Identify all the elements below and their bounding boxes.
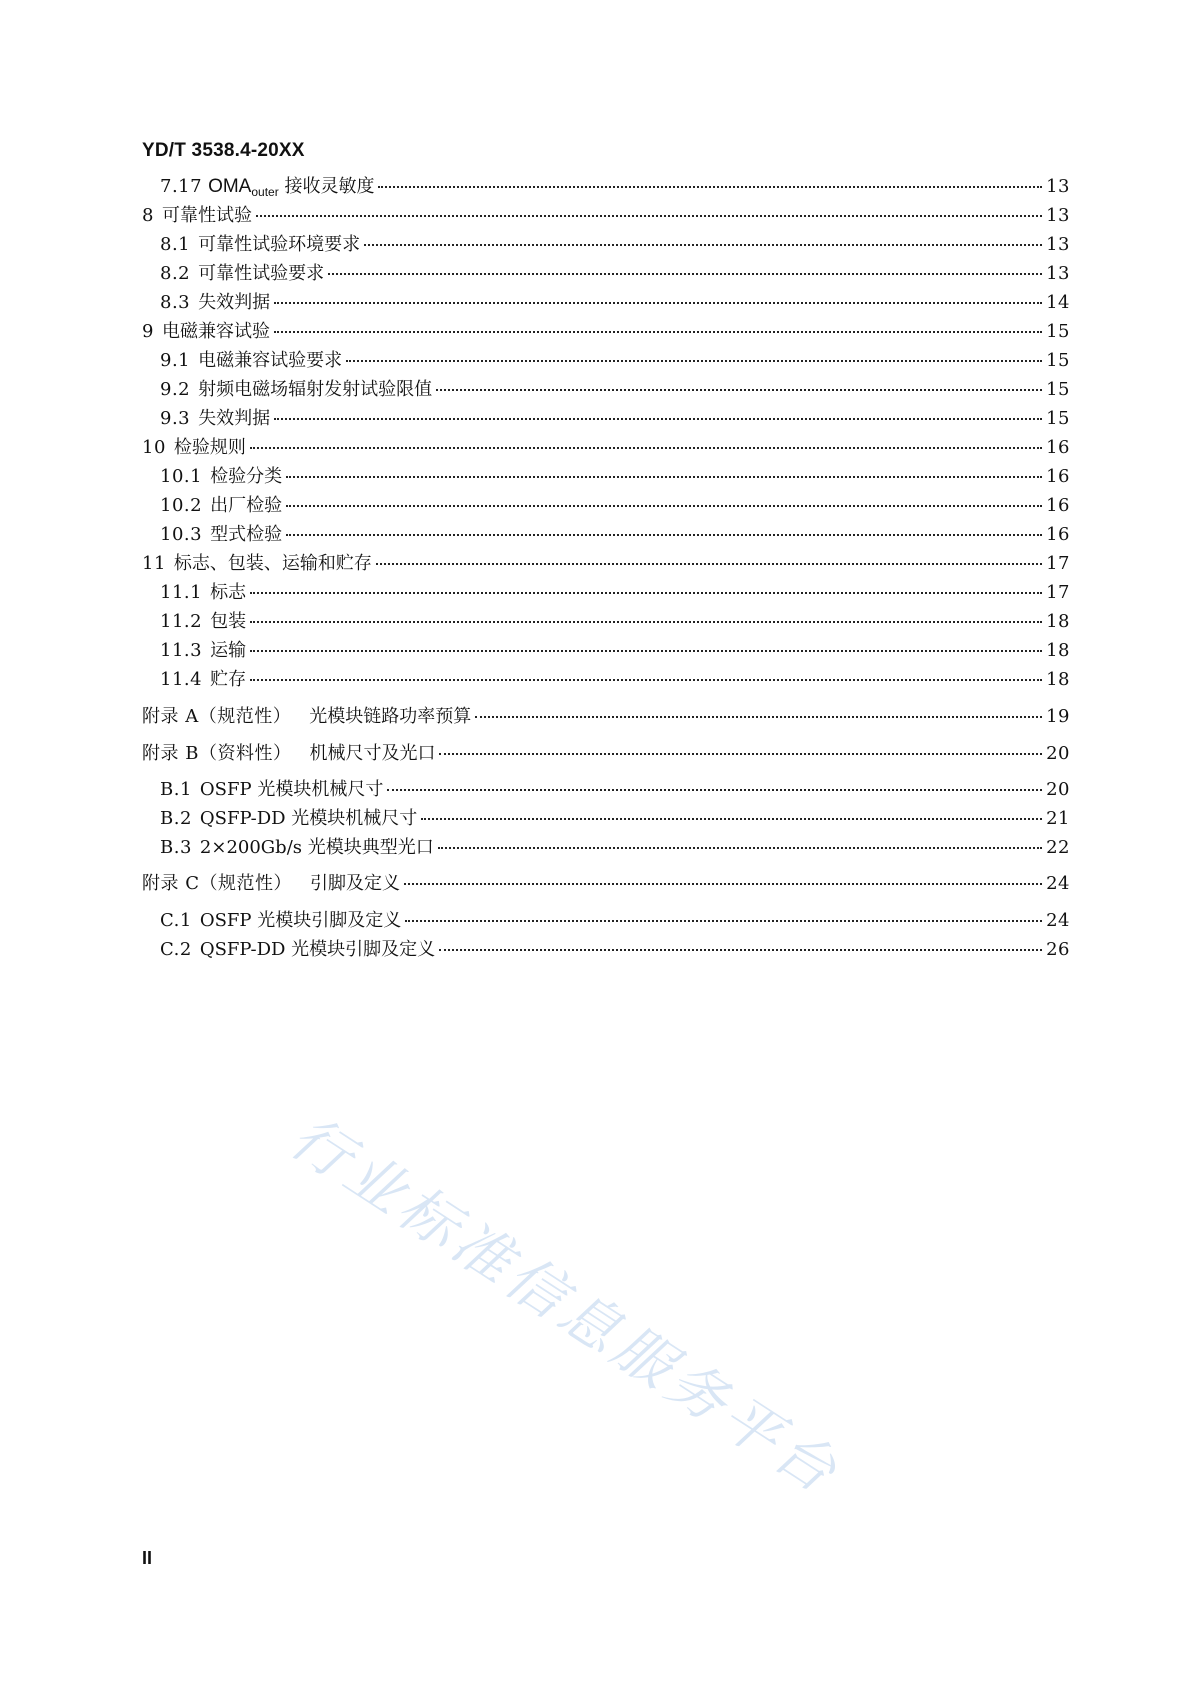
toc-page: 15 bbox=[1046, 408, 1070, 429]
toc-page: 21 bbox=[1046, 808, 1070, 829]
toc-page: 13 bbox=[1046, 234, 1070, 255]
toc-number: 8.1 bbox=[160, 234, 191, 255]
toc-page: 13 bbox=[1046, 205, 1070, 226]
toc-number: C.2 bbox=[160, 939, 192, 960]
toc-page: 17 bbox=[1046, 582, 1070, 603]
toc-title: 标志、包装、运输和贮存 bbox=[173, 553, 372, 574]
toc-page: 18 bbox=[1046, 669, 1070, 690]
toc-number: 9.3 bbox=[160, 408, 191, 429]
toc-number: 10.2 bbox=[160, 495, 203, 516]
toc-number: 9.2 bbox=[160, 379, 191, 400]
document-code: YD/T 3538.4-20XX bbox=[142, 140, 305, 161]
toc-title: QSFP-DD 光模块引脚及定义 bbox=[199, 939, 436, 960]
toc-leader bbox=[376, 563, 1042, 565]
toc-title: 检验规则 bbox=[173, 437, 246, 458]
toc-page: 18 bbox=[1046, 640, 1070, 661]
toc-row[interactable] bbox=[160, 910, 1070, 932]
toc-number: 8.3 bbox=[160, 292, 191, 313]
toc-title: 运输 bbox=[210, 640, 247, 661]
toc-title: 引脚及定义 bbox=[310, 873, 400, 894]
toc-number: 11 bbox=[142, 553, 166, 574]
toc-row[interactable] bbox=[142, 706, 1070, 728]
toc-row[interactable] bbox=[142, 553, 1070, 575]
toc-title-oma: OMA bbox=[208, 176, 252, 197]
toc-page: 26 bbox=[1046, 939, 1070, 960]
toc-page: 16 bbox=[1046, 524, 1070, 545]
toc-number: 10.1 bbox=[160, 466, 203, 487]
toc-page: 19 bbox=[1046, 706, 1070, 727]
toc-title: 失效判据 bbox=[198, 408, 271, 429]
toc-row[interactable] bbox=[160, 350, 1070, 372]
toc-leader bbox=[274, 302, 1042, 304]
toc-number: B.1 bbox=[160, 779, 192, 800]
toc-number: 11.2 bbox=[160, 611, 203, 632]
toc-number: 8.2 bbox=[160, 263, 191, 284]
toc-number: 8 bbox=[142, 205, 154, 226]
toc-leader bbox=[250, 679, 1042, 681]
toc-row[interactable] bbox=[160, 292, 1070, 314]
toc-title: 2×200Gb/s 光模块典型光口 bbox=[199, 837, 434, 858]
toc-title: OSFP 光模块机械尺寸 bbox=[199, 779, 384, 800]
toc-title: 电磁兼容试验 bbox=[161, 321, 270, 342]
toc-title: OSFP 光模块引脚及定义 bbox=[199, 910, 402, 931]
toc-page: 13 bbox=[1046, 263, 1070, 284]
toc-number: 11.3 bbox=[160, 640, 203, 661]
toc-title: 电磁兼容试验要求 bbox=[198, 350, 343, 371]
toc-page: 18 bbox=[1046, 611, 1070, 632]
toc-leader bbox=[274, 331, 1042, 333]
toc-leader bbox=[286, 534, 1042, 536]
toc-page: 15 bbox=[1046, 379, 1070, 400]
toc-row[interactable] bbox=[160, 466, 1070, 488]
toc-row[interactable] bbox=[160, 779, 1070, 801]
toc-leader bbox=[250, 621, 1042, 623]
toc-row[interactable] bbox=[160, 611, 1070, 633]
toc-row[interactable] bbox=[142, 873, 1070, 895]
toc-row[interactable] bbox=[160, 495, 1070, 517]
toc-number: 7.17 bbox=[160, 176, 203, 197]
toc-leader bbox=[439, 753, 1042, 755]
toc-row[interactable] bbox=[142, 743, 1070, 765]
toc-leader bbox=[364, 244, 1042, 246]
toc-row[interactable] bbox=[160, 524, 1070, 546]
toc-leader bbox=[250, 447, 1042, 449]
toc-title: 型式检验 bbox=[210, 524, 283, 545]
toc-title: 标志 bbox=[210, 582, 247, 603]
toc-leader bbox=[346, 360, 1042, 362]
toc-leader bbox=[438, 847, 1042, 849]
toc-title: 机械尺寸及光口 bbox=[309, 743, 436, 764]
toc-title: 可靠性试验要求 bbox=[198, 263, 325, 284]
toc-row[interactable] bbox=[160, 234, 1070, 256]
toc-page: 15 bbox=[1046, 350, 1070, 371]
toc-row[interactable] bbox=[160, 582, 1070, 604]
watermark: 行业标准信息服务平台 bbox=[278, 1102, 853, 1509]
toc-row[interactable] bbox=[160, 939, 1070, 961]
toc-page: 17 bbox=[1046, 553, 1070, 574]
toc-leader bbox=[436, 389, 1042, 391]
toc-leader bbox=[256, 215, 1042, 217]
toc-title: 光模块链路功率预算 bbox=[309, 706, 472, 727]
toc-row[interactable] bbox=[142, 205, 1070, 227]
toc-page: 15 bbox=[1046, 321, 1070, 342]
toc-page: 13 bbox=[1046, 176, 1070, 197]
toc-title: 出厂检验 bbox=[210, 495, 283, 516]
toc-row[interactable] bbox=[160, 263, 1070, 285]
toc-title: 射频电磁场辐射发射试验限值 bbox=[198, 379, 433, 400]
toc-leader bbox=[286, 476, 1042, 478]
toc-row[interactable] bbox=[142, 437, 1070, 459]
toc-number: 11.4 bbox=[160, 669, 203, 690]
toc-leader bbox=[274, 418, 1042, 420]
toc-row[interactable] bbox=[160, 640, 1070, 662]
toc-number: 10 bbox=[142, 437, 166, 458]
toc-leader bbox=[286, 505, 1042, 507]
toc-page: 14 bbox=[1046, 292, 1070, 313]
toc-number: B.2 bbox=[160, 808, 192, 829]
toc-title: 包装 bbox=[210, 611, 247, 632]
toc-page: 16 bbox=[1046, 495, 1070, 516]
page-number: II bbox=[142, 1548, 153, 1568]
toc-number: B.3 bbox=[160, 837, 192, 858]
toc-leader bbox=[421, 818, 1042, 820]
toc-leader bbox=[250, 592, 1042, 594]
toc-number: 11.1 bbox=[160, 582, 203, 603]
toc-page: 24 bbox=[1046, 910, 1070, 931]
toc-leader bbox=[250, 650, 1042, 652]
toc-row[interactable] bbox=[160, 808, 1070, 830]
toc-title: 贮存 bbox=[210, 669, 247, 690]
toc-number: 10.3 bbox=[160, 524, 203, 545]
toc-leader bbox=[404, 883, 1042, 885]
toc-title-subscript: outer bbox=[251, 185, 279, 199]
toc-row[interactable] bbox=[160, 379, 1070, 401]
toc-page: 16 bbox=[1046, 466, 1070, 487]
toc-title: 检验分类 bbox=[210, 466, 283, 487]
toc-page: 20 bbox=[1046, 743, 1070, 764]
toc-page: 22 bbox=[1046, 837, 1070, 858]
toc-title: 可靠性试验 bbox=[161, 205, 252, 226]
toc-title bbox=[208, 176, 374, 199]
toc-number: 9 bbox=[142, 321, 154, 342]
toc-row[interactable] bbox=[142, 321, 1070, 343]
toc-page: 20 bbox=[1046, 779, 1070, 800]
toc-row[interactable] bbox=[160, 176, 1070, 199]
toc-row[interactable] bbox=[160, 837, 1070, 859]
toc-page: 24 bbox=[1046, 873, 1070, 894]
toc-page: 16 bbox=[1046, 437, 1070, 458]
toc-title-rest: 接收灵敏度 bbox=[284, 176, 375, 197]
toc-leader bbox=[378, 186, 1042, 188]
toc-number: 附录 A（规范性） bbox=[142, 706, 292, 727]
toc-leader bbox=[328, 273, 1042, 275]
toc-number: 附录 B（资料性） bbox=[142, 743, 292, 764]
toc-title: 可靠性试验环境要求 bbox=[198, 234, 361, 255]
toc-title: QSFP-DD 光模块机械尺寸 bbox=[199, 808, 418, 829]
toc-leader bbox=[439, 949, 1042, 951]
toc-leader bbox=[387, 789, 1042, 791]
toc-number: 9.1 bbox=[160, 350, 191, 371]
toc-row[interactable] bbox=[160, 669, 1070, 691]
toc-row[interactable] bbox=[160, 408, 1070, 430]
toc-number: 附录 C（规范性） bbox=[142, 873, 292, 894]
toc-title: 失效判据 bbox=[198, 292, 271, 313]
toc-number: C.1 bbox=[160, 910, 192, 931]
toc-leader bbox=[475, 716, 1042, 718]
toc-leader bbox=[405, 920, 1042, 922]
